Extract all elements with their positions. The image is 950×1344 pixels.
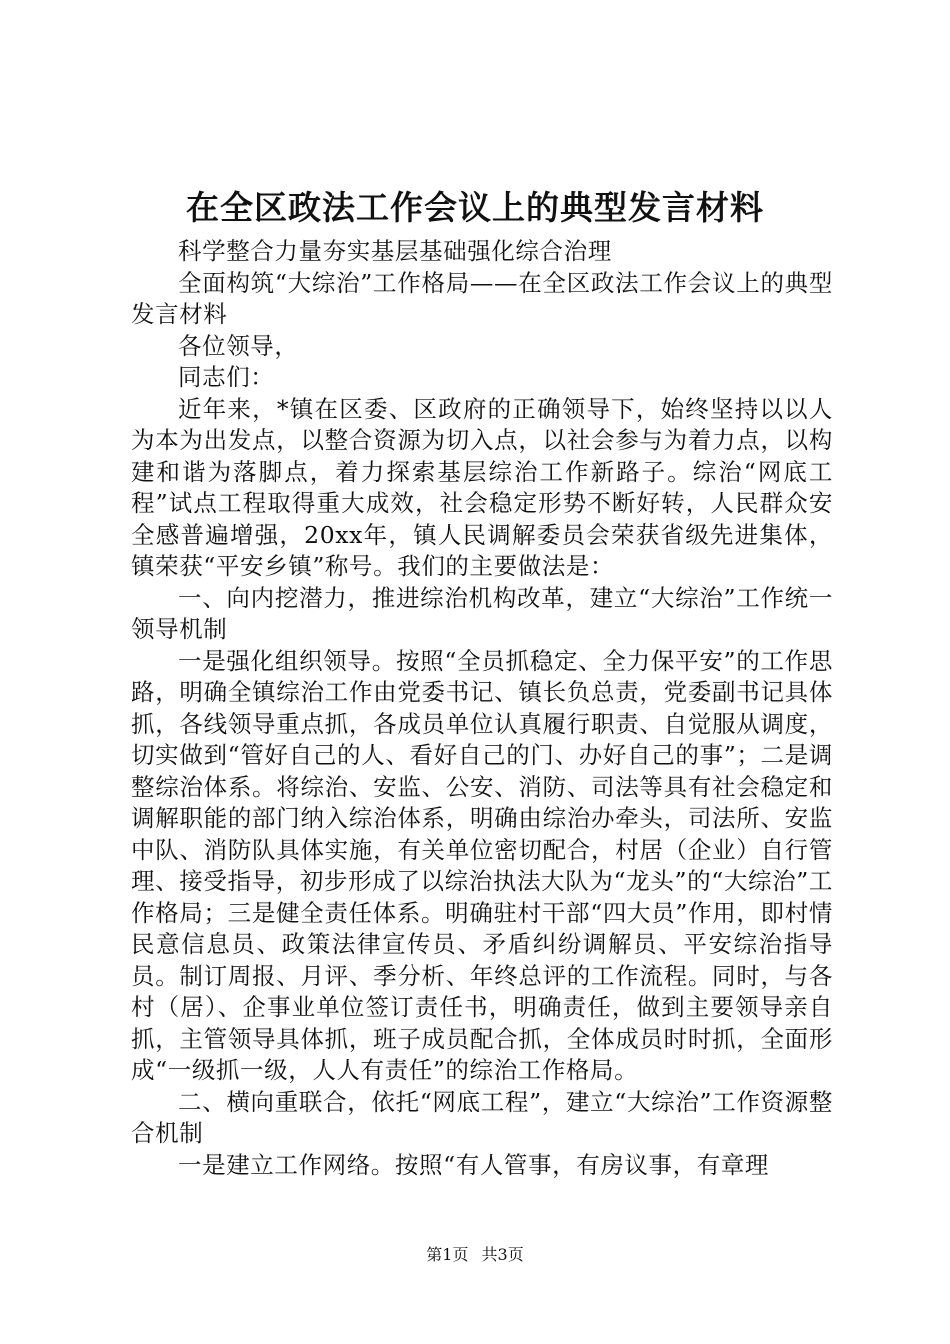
- paragraph-salutation-comrades: 同志们：: [178, 363, 275, 391]
- paragraph-subtitle-2: 全面构筑“大综治”工作格局——在全区政法工作会议上的典型发言材料: [131, 268, 833, 328]
- document-title: 在全区政法工作会议上的典型发言材料: [186, 188, 764, 227]
- paragraph-section-1-body: 一是强化组织领导。按照“全员抓稳定、全力保平安”的工作思路，明确全镇综治工作由党委书记、镇长负总责，党委副书记具体抓，各线领导重点抓，各成员单位认真履行职责、自觉服从调度，切实做到“管好自己的人、看好自己的门、办好自己的事”；二是调整综治体系。将综治、安监、公安、消防、司法等具有社会稳定和调解职能的部门纳入综治体系，明确由综治办牵头，司法所、安监中队、消防队具体实施，有关单位密切配合，村居（企业）自行管理、接受指导，初步形成了以综治执法大队为“龙头”的“大综治”工作格局；三是健全责任体系。明确驻村干部“四大员”作用，即村情民意信息员、政策法律宣传员、矛盾纠纷调解员、平安综治指导员。制订周报、月评、季分析、年终总评的工作流程。同时，与各村（居）、企事业单位签订责任书，明确责任，做到主要领导亲自抓，主管领导具体抓，班子成员配合抓，全体成员时时抓，全面形成“一级抓一级，人人有责任”的综治工作格局。: [131, 646, 833, 1084]
- document-body: [131, 236, 833, 1181]
- page-footer: [0, 1244, 950, 1266]
- paragraph-salutation-leaders: 各位领导，: [178, 331, 299, 360]
- paragraph-section-2-heading: 二、横向重联合，依托“网底工程”，建立“大综治”工作资源整合机制: [131, 1087, 833, 1147]
- paragraph-section-2-body: 一是建立工作网络。按照“有人管事，有房议事，有章理: [178, 1150, 770, 1179]
- page-total: 共3页: [481, 1245, 524, 1264]
- paragraph-section-1-heading: 一、向内挖潜力，推进综治机构改革，建立“大综治”工作统一领导机制: [131, 583, 833, 643]
- paragraph-intro: 近年来，*镇在区委、区政府的正确领导下，始终坚持以以人为本为出发点，以整合资源为切入点，以社会参与为着力点，以构建和谐为落脚点，着力探索基层综治工作新路子。综治“网底工程”试点工程取得重大成效，社会稳定形势不断好转，人民群众安全感普遍增强，20xx年，镇人民调解委员会荣获省级先进集体，镇荣获“平安乡镇”称号。我们的主要做法是：: [131, 394, 833, 580]
- page-number: 第1页: [426, 1245, 469, 1264]
- paragraph-subtitle: 科学整合力量夯实基层基础强化综合治理: [178, 237, 612, 265]
